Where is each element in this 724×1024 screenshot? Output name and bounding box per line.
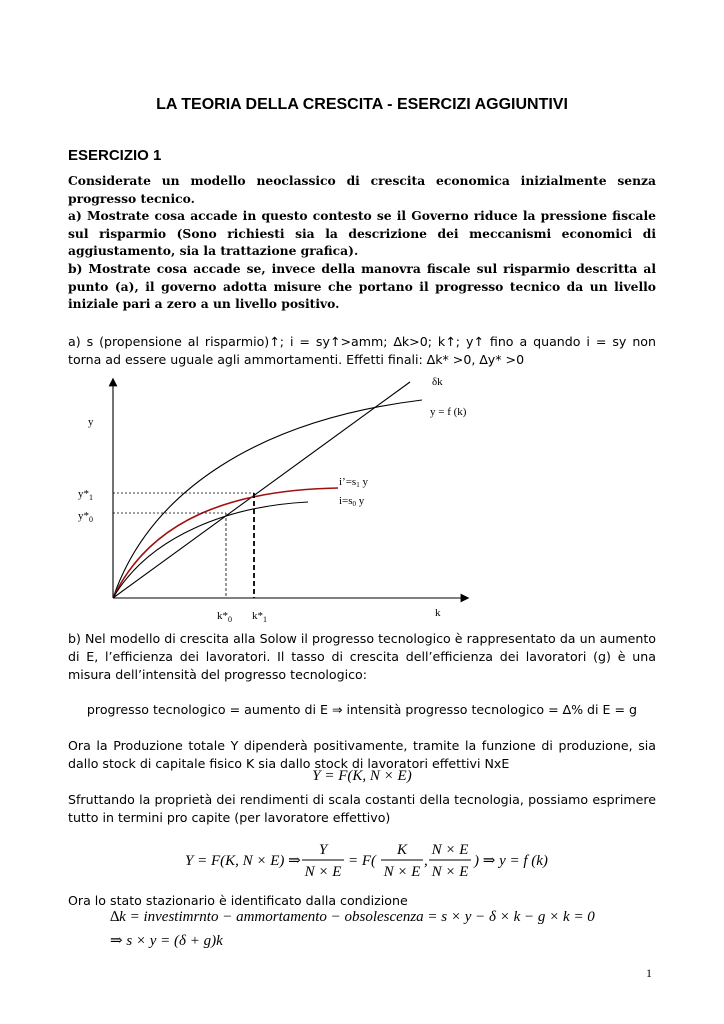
answer-b-text: b) Nel modello di crescita alla Solow il progresso tecnologico è rappresentato da un aumento di E, l’efficienza dei lavoratori. Il tasso di crescita dell’efficienza dei lavoratori (g) è una misura dell’intensità del progresso tecnologico: <box>68 631 656 682</box>
solow-diagram <box>60 370 480 630</box>
eq-fraction-3-den: N × E <box>431 864 469 880</box>
investment-curve-new <box>113 488 338 598</box>
y0-label-main: y* <box>78 510 89 522</box>
page-number: 1 <box>646 966 652 980</box>
x-axis-label: k <box>435 607 441 619</box>
investment-old-label-main: i=s <box>339 495 353 507</box>
eq-fraction-2-den: N × E <box>383 864 421 880</box>
y0-label-sub: 0 <box>89 515 93 524</box>
problem-statement <box>68 172 656 313</box>
eq-mid: = F( <box>348 853 377 869</box>
answer-b <box>68 630 656 684</box>
production-curve <box>113 400 422 598</box>
eq-lhs: Y = F(K, N × E) ⇒ <box>185 853 301 869</box>
problem-part-b: b) Mostrate cosa accade se, invece della manovra fiscale sul risparmio descritta al punto (a), il governo adotta misure che portano il progresso tecnico da un livello iniziale pari a zero a un livello positivo. <box>68 260 656 312</box>
steady-state-condition: ⇒ s × y = (δ + g)k <box>110 933 223 949</box>
k1-label-main: k* <box>252 610 263 622</box>
per-capita-equation <box>180 838 560 882</box>
investment-old-label <box>339 495 365 508</box>
y1-label-main: y* <box>78 488 89 500</box>
y1-label <box>78 488 93 502</box>
problem-part-a: a) Mostrate cosa accade in questo contesto se il Governo riduce la pressione fiscale sul risparmio (Sono richiesti sia la descrizione dei meccanismi economici di aggiustamento, sia la trattazione grafica). <box>68 208 656 259</box>
eq-fraction-1-num: Y <box>318 842 328 858</box>
eq-comma: , <box>424 853 428 869</box>
production-text: Ora la Produzione totale Y dipenderà positivamente, tramite la funzione di produzione, sia dallo stock di capitale fisico K sia dallo stock di lavoratori effettivi NxE <box>68 738 656 771</box>
production-label: y = f (k) <box>430 406 467 418</box>
steady-state-text: Ora lo stato stazionario è identificato dalla condizione <box>68 893 408 908</box>
investment-old-label-tail: y <box>356 495 365 507</box>
steady-state-equation: ∆k = investimrnto − ammortamento − obsolescenza = s × y − δ × k − g × k = 0 <box>110 909 595 925</box>
eq-fraction-3-num: N × E <box>431 842 469 858</box>
returns-text: Sfruttando la proprietà dei rendimenti di scala costanti della tecnologia, possiamo esprimere tutto in termini pro capite (per lavoratore effettivo) <box>68 792 656 825</box>
investment-new-label-main: i’=s <box>339 476 357 488</box>
steady-state-paragraph <box>68 892 656 910</box>
progress-equation-text: progresso tecnologico = aumento di E ⇒ intensità progresso tecnologico = ∆% di E = g <box>86 702 638 717</box>
answer-a <box>68 333 656 369</box>
k0-label <box>217 610 232 624</box>
y0-label <box>78 510 93 524</box>
exercise-heading: ESERCIZIO 1 <box>68 147 162 164</box>
answer-a-text: a) s (propensione al risparmio)↑; i = sy↑>amm; ∆k>0; k↑; y↑ fino a quando i = sy non torna ad essere uguale agli ammortamenti. Effetti finali: ∆k* >0, ∆y* >0 <box>68 334 656 367</box>
progress-equation <box>68 701 656 719</box>
eq-rhs: ) ⇒ y = f (k) <box>474 853 548 869</box>
depreciation-label: δk <box>432 376 443 388</box>
investment-new-label <box>339 476 368 489</box>
k0-label-sub: 0 <box>228 615 232 624</box>
page-title: LA TEORIA DELLA CRESCITA - ESERCIZI AGGIUNTIVI <box>156 96 568 113</box>
y1-label-sub: 1 <box>89 493 93 502</box>
production-equation: Y = F(K, N × E) <box>312 768 412 784</box>
returns-paragraph <box>68 791 656 827</box>
investment-curve-old <box>113 502 308 598</box>
k1-label-sub: 1 <box>263 615 267 624</box>
eq-fraction-2-num: K <box>396 842 408 858</box>
k1-label <box>252 610 267 624</box>
investment-old-label-sub: 0 <box>352 500 357 508</box>
k0-label-main: k* <box>217 610 228 622</box>
investment-new-label-tail: y <box>359 476 368 488</box>
depreciation-line <box>113 382 410 598</box>
y-axis-label: y <box>88 416 94 428</box>
eq-fraction-1-den: N × E <box>304 864 342 880</box>
problem-intro: Considerate un modello neoclassico di crescita economica inizialmente senza progresso tecnico. <box>68 173 656 206</box>
investment-new-label-sub: 1 <box>356 481 360 489</box>
